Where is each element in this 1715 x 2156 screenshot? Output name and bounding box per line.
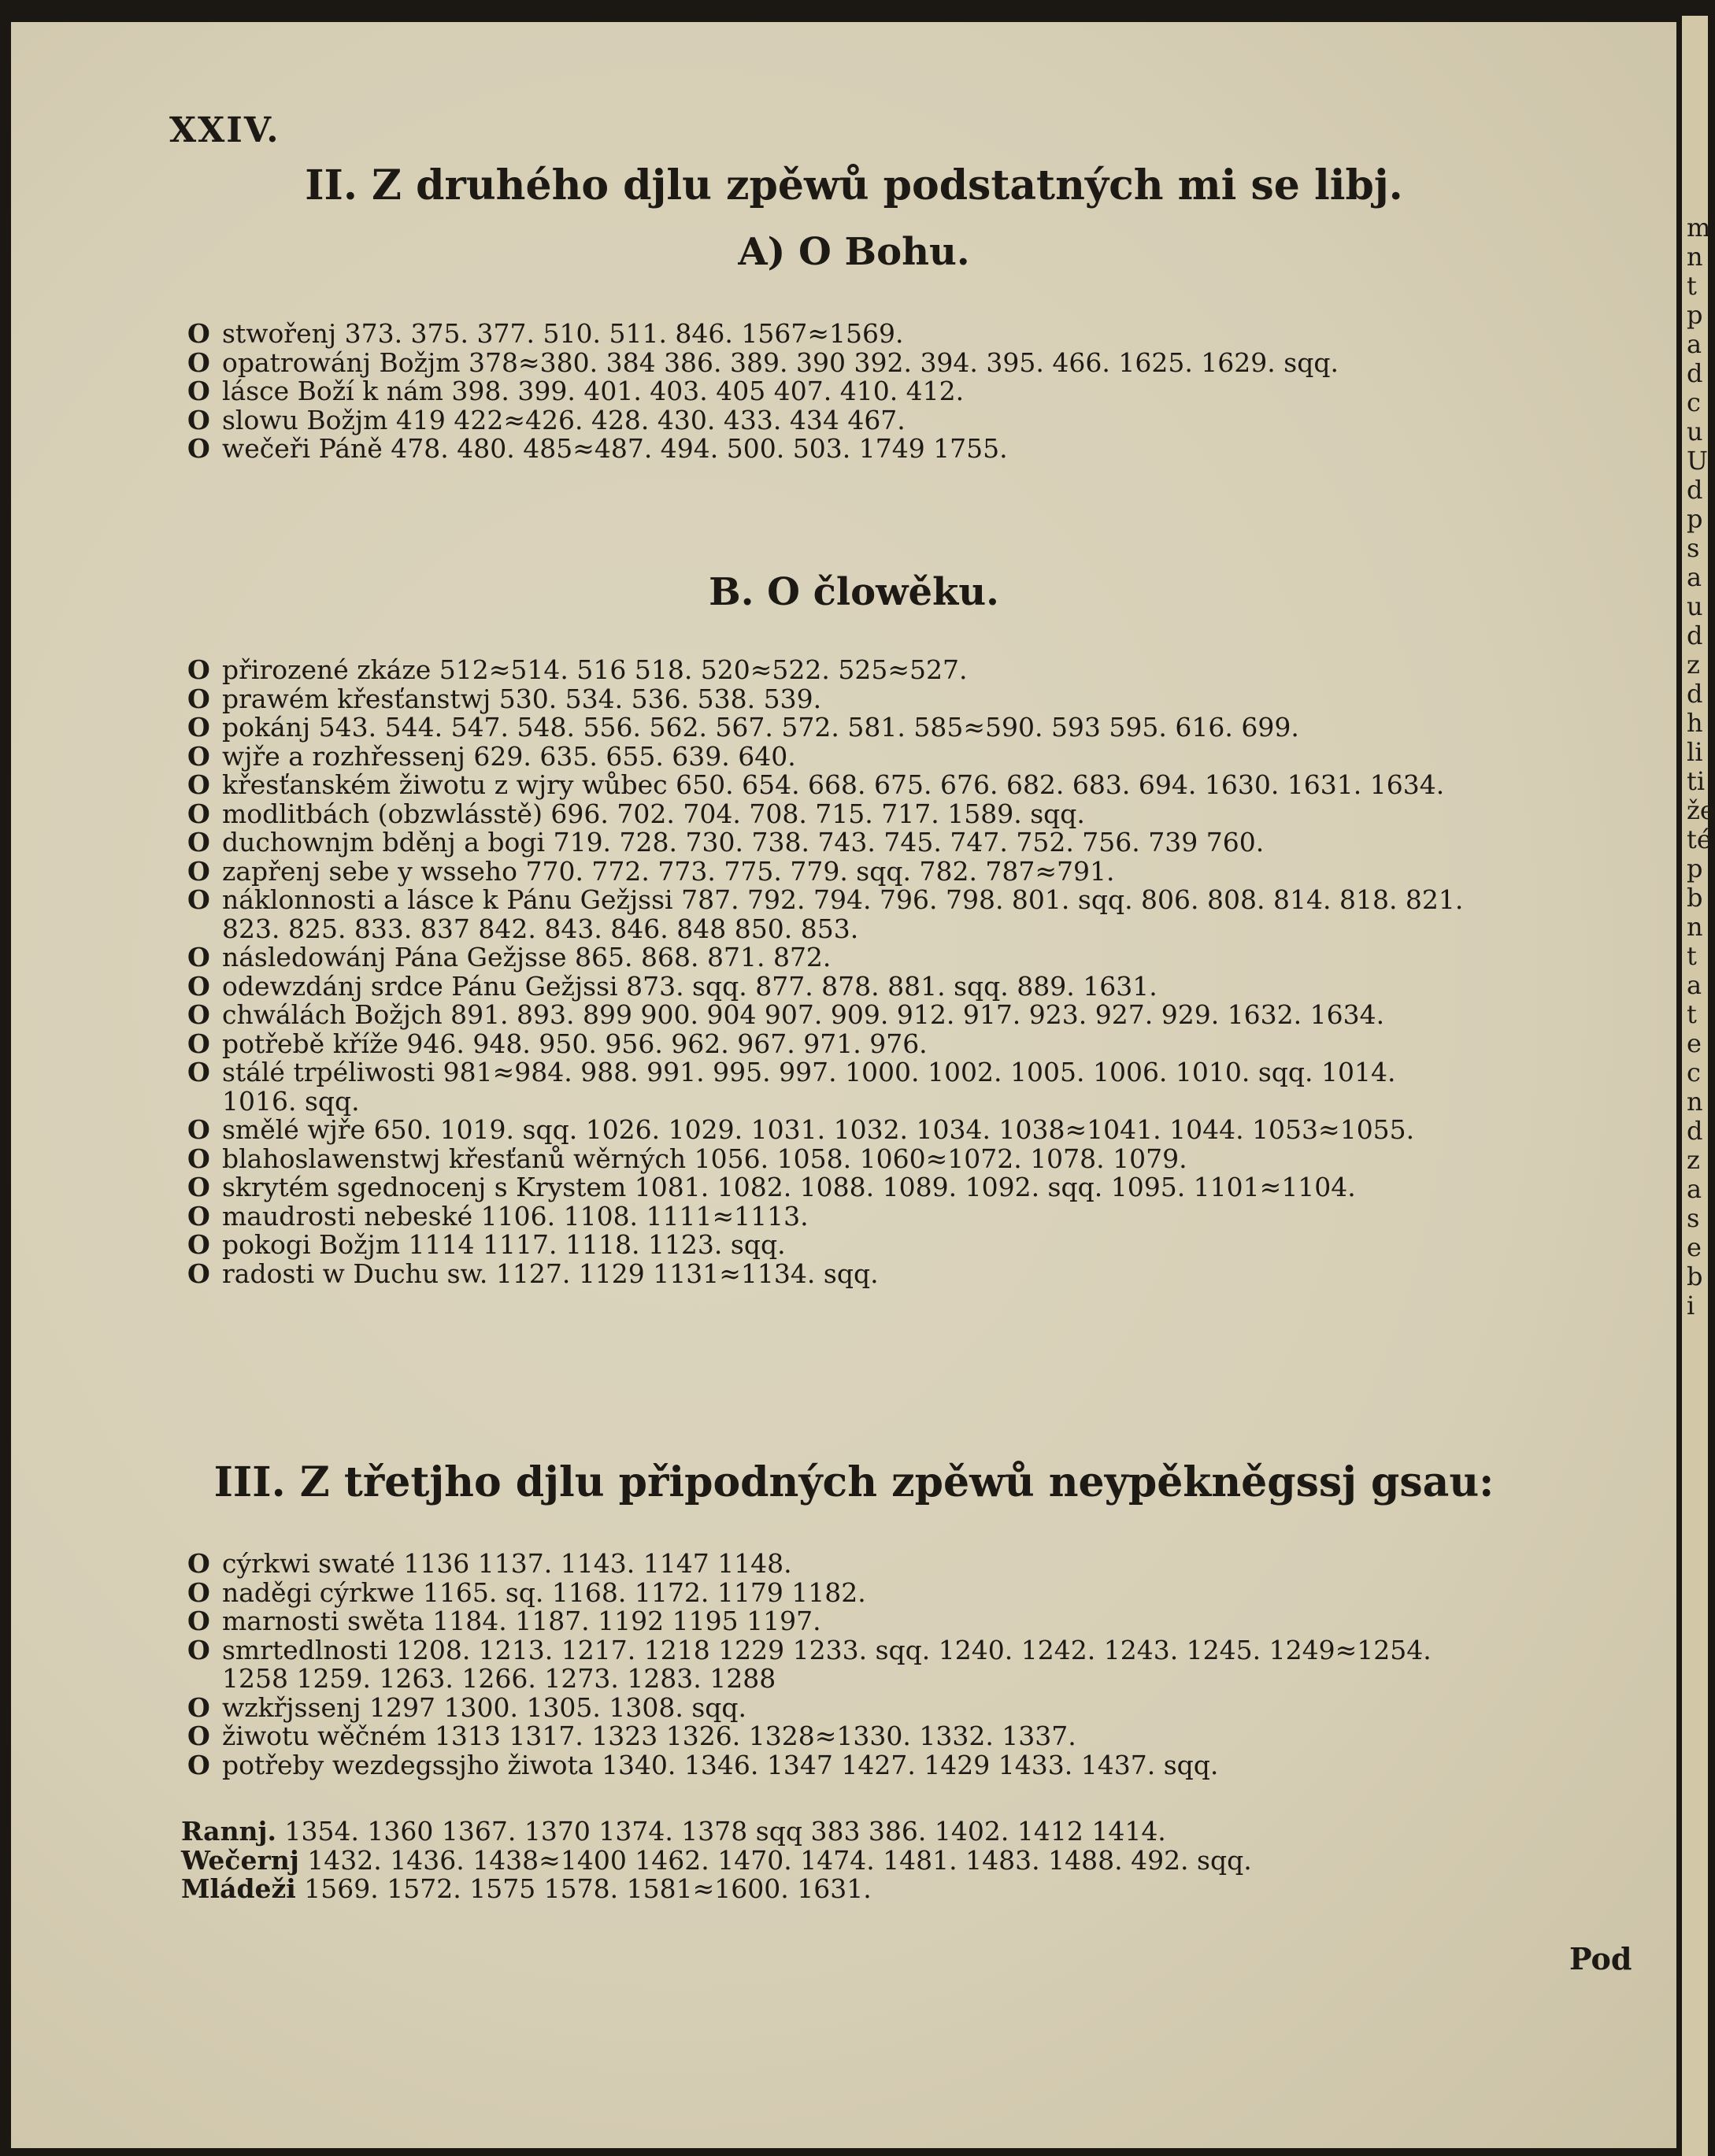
index-entry [187, 1231, 1668, 1260]
margin-letter: p [1687, 300, 1703, 330]
entry-marker: O [187, 318, 210, 349]
entry-text: skrytém sgednocenj s Krystem 1081. 1082. 1088. 1089. 1092. sqq. 1095. 1101≈1104. [222, 1172, 1356, 1202]
entry-text: blahoslawenstwj křesťanů wěrných 1056. 1058. 1060≈1072. 1078. 1079. [222, 1143, 1187, 1174]
margin-letter: b [1687, 883, 1703, 913]
margin-letter: d [1687, 679, 1703, 709]
index-entry [187, 377, 1668, 406]
margin-letter: d [1687, 358, 1703, 388]
entry-text: marnosti swěta 1184. 1187. 1192 1195 1197. [222, 1606, 821, 1636]
index-entry [187, 972, 1668, 1002]
entry-continuation: 823. 825. 833. 837 842. 843. 846. 848 850. 853. [222, 913, 859, 944]
entry-marker: O [187, 884, 210, 915]
index-entry [187, 1116, 1668, 1145]
entry-marker: O [187, 999, 210, 1030]
index-entry [187, 435, 1668, 464]
entry-text: opatrowánj Božjm 378≈380. 384 386. 389. 390 392. 394. 395. 466. 1625. 1629. sqq. [222, 346, 1339, 378]
entry-continuation: 1258 1259. 1263. 1266. 1273. 1283. 1288 [222, 1663, 776, 1694]
entry-text: wzkřjssenj 1297 1300. 1305. 1308. sqq. [222, 1691, 747, 1723]
entry-text: radosti w Duchu sw. 1127. 1129 1131≈1134. sqq. [222, 1258, 879, 1289]
index-entry [187, 406, 1668, 435]
entry-text: pokánj 543. 544. 547. 548. 556. 562. 567. 572. 581. 585≈590. 593 595. 616. 699. [222, 712, 1299, 743]
index-entry [187, 320, 1668, 349]
margin-letter: t [1687, 941, 1697, 971]
margin-letter: že [1687, 795, 1715, 825]
index-entry [187, 800, 1668, 829]
margin-letter: u [1687, 417, 1703, 446]
entry-text: zapřenj sebe y wsseho 770. 772. 773. 775. 779. sqq. 782. 787≈791. [222, 855, 1115, 887]
entry-text: modlitbách (obzwlásstě) 696. 702. 704. 708. 715. 717. 1589. sqq. [222, 798, 1085, 829]
margin-letter: c [1687, 1058, 1701, 1087]
entry-marker: O [187, 1143, 210, 1174]
entry-text: cýrkwi swaté 1136 1137. 1143. 1147 1148. [222, 1548, 792, 1579]
entry-text: duchownjm bděnj a bogi 719. 728. 730. 738. 743. 745. 747. 752. 756. 739 760. [222, 827, 1265, 858]
entry-text: odewzdánj srdce Pánu Gežjssi 873. sqq. 877. 878. 881. sqq. 889. 1631. [222, 970, 1158, 1002]
entry-text: slowu Božjm 419 422≈426. 428. 430. 433. 434 467. [222, 404, 906, 435]
index-entry [187, 1058, 1668, 1087]
entry-marker: O [187, 798, 210, 829]
entry-text: stwořenj 373. 375. 377. 510. 511. 846. 1567≈1569. [222, 318, 904, 349]
entry-marker: O [187, 1634, 210, 1665]
entry-marker: O [187, 1258, 210, 1289]
entry-marker: O [187, 1576, 210, 1608]
entry-text: lásce Boží k nám 398. 399. 401. 403. 405 407. 410. 412. [222, 376, 965, 406]
index-entry [187, 685, 1668, 714]
entry-marker: O [187, 942, 210, 972]
entry-marker: O [187, 1721, 210, 1751]
margin-letter: d [1687, 475, 1703, 505]
margin-letter: s [1687, 1203, 1700, 1233]
entry-text: smělé wjře 650. 1019. sqq. 1026. 1029. 1031. 1032. 1034. 1038≈1041. 1044. 1053≈1055. [222, 1114, 1415, 1145]
entry-text: prawém křesťanstwj 530. 534. 536. 538. 539. [222, 683, 822, 714]
section-3-list [187, 1550, 1668, 1780]
subsection-a-list [187, 320, 1668, 464]
plain-entry [181, 1875, 1252, 1904]
plain-entry-text: 1569. 1572. 1575 1578. 1581≈1600. 1631. [295, 1873, 872, 1904]
index-entry [187, 713, 1668, 743]
margin-letter: a [1687, 1174, 1702, 1204]
entry-text: přirozené zkáze 512≈514. 516 518. 520≈522. 525≈527. [222, 654, 968, 685]
index-entry [187, 943, 1668, 972]
entry-marker: O [187, 683, 210, 714]
margin-letter: e [1687, 1028, 1702, 1058]
entry-marker: O [187, 970, 210, 1002]
entry-marker: O [187, 769, 210, 800]
margin-letter: li [1687, 737, 1703, 767]
entry-text: wečeři Páně 478. 480. 485≈487. 494. 500. 503. 1749 1755. [222, 433, 1008, 464]
entry-marker: O [187, 346, 210, 378]
index-entry [187, 771, 1668, 800]
index-entry [187, 1751, 1668, 1780]
entry-marker: O [187, 1028, 210, 1059]
index-entry [187, 1576, 1668, 1608]
entry-text: následowánj Pána Gežjsse 865. 868. 871. 872. [222, 942, 832, 972]
entry-marker: O [187, 1691, 210, 1723]
entry-marker: O [187, 712, 210, 743]
index-entry [187, 1202, 1668, 1232]
entry-text: wjře a rozhřessenj 629. 635. 655. 639. 640. [222, 740, 796, 772]
margin-letter: z [1687, 1145, 1700, 1175]
entry-marker: O [187, 1229, 210, 1260]
entry-marker: O [187, 654, 210, 685]
entry-marker: O [187, 740, 210, 772]
subsection-a-heading: A) O Bohu. [738, 230, 970, 274]
plain-entry [181, 1844, 1252, 1876]
entry-text: potřeby wezdegssjho žiwota 1340. 1346. 1347 1427. 1429 1433. 1437. sqq. [222, 1749, 1219, 1780]
margin-letter: z [1687, 650, 1700, 680]
margin-letter: p [1687, 854, 1703, 884]
entry-text: maudrosti nebeské 1106. 1108. 1111≈1113. [222, 1200, 809, 1232]
margin-letter: U [1687, 446, 1708, 476]
margin-letter: a [1687, 562, 1702, 592]
entry-marker: O [187, 1548, 210, 1579]
margin-letter: d [1687, 1116, 1703, 1146]
entry-text: naděgi cýrkwe 1165. sq. 1168. 1172. 1179 1182. [222, 1576, 866, 1608]
subsection-b-heading: B. O člowěku. [709, 570, 999, 614]
entry-text: stálé trpéliwosti 981≈984. 988. 991. 995. 997. 1000. 1002. 1005. 1006. 1010. sqq. 1014. [222, 1057, 1396, 1087]
margin-letter: m [1687, 213, 1711, 243]
entry-marker: O [187, 1200, 210, 1232]
entry-marker: O [187, 1172, 210, 1202]
index-entry [187, 1030, 1668, 1059]
entry-text: křesťanském žiwotu z wjry wůbec 650. 654. 668. 675. 676. 682. 683. 694. 1630. 1631. 1634. [222, 769, 1445, 800]
catchword: Pod [1569, 1941, 1632, 1976]
margin-letter: d [1687, 620, 1703, 650]
entry-text: žiwotu wěčném 1313 1317. 1323 1326. 1328≈1330. 1332. 1337. [222, 1721, 1076, 1751]
index-entry [187, 1607, 1668, 1636]
margin-letter: u [1687, 591, 1703, 621]
index-entry [187, 1001, 1668, 1030]
entry-continuation: 1016. sqq. [222, 1085, 360, 1117]
margin-letter: n [1687, 242, 1703, 272]
plain-entry [181, 1817, 1252, 1847]
margin-letter: p [1687, 504, 1703, 534]
entry-text: náklonnosti a lásce k Pánu Gežjssi 787. 792. 794. 796. 798. 801. sqq. 806. 808. 814. 818. 821. [222, 884, 1464, 915]
index-entry [187, 740, 1668, 772]
margin-letter: n [1687, 912, 1703, 942]
index-entry [187, 855, 1668, 887]
margin-letter: a [1687, 970, 1702, 1000]
entry-marker: O [187, 827, 210, 858]
entry-marker: O [187, 433, 210, 464]
section-2-heading: II. Z druhého djlu zpěwů podstatných mi se libj. [305, 161, 1403, 209]
index-entry [187, 346, 1668, 378]
margin-letter: n [1687, 1087, 1703, 1117]
margin-letter: t [1687, 271, 1697, 301]
entry-marker: O [187, 1057, 210, 1087]
page-number-header: XXIV. [169, 110, 280, 150]
margin-letter: i [1687, 1291, 1695, 1321]
entry-marker: O [187, 855, 210, 887]
entry-text: pokogi Božjm 1114 1117. 1118. 1123. sqq. [222, 1229, 786, 1260]
entry-text: chwálách Božjch 891. 893. 899 900. 904 907. 909. 912. 917. 923. 927. 929. 1632. 1634. [222, 999, 1385, 1030]
index-entry [187, 1260, 1668, 1289]
plain-entry-text: 1354. 1360 1367. 1370 1374. 1378 sqq 383 386. 1402. 1412 1414. [276, 1816, 1166, 1847]
entry-marker: O [187, 1606, 210, 1636]
margin-letter: e [1687, 1232, 1702, 1262]
entry-marker: O [187, 404, 210, 435]
margin-letter: té [1687, 824, 1712, 854]
margin-letter: b [1687, 1261, 1703, 1291]
entry-marker: O [187, 1749, 210, 1780]
index-entry [187, 828, 1668, 858]
plain-entry-label: Wečernj [181, 1844, 299, 1876]
entry-marker: O [187, 1114, 210, 1145]
entry-text: smrtedlnosti 1208. 1213. 1217. 1218 1229 1233. sqq. 1240. 1242. 1243. 1245. 1249≈1254. [222, 1634, 1432, 1665]
subsection-b-list [187, 656, 1668, 1288]
margin-letter: h [1687, 708, 1703, 738]
entry-marker: O [187, 376, 210, 406]
index-entry [187, 656, 1668, 685]
index-entry [187, 1636, 1668, 1665]
index-entry [187, 1691, 1668, 1723]
index-entry [187, 1145, 1668, 1174]
plain-entry-label: Mládeži [181, 1873, 296, 1904]
index-entry [187, 1173, 1668, 1202]
section-3-plain-entries [181, 1817, 1252, 1904]
margin-letter: t [1687, 999, 1697, 1029]
section-3-heading: III. Z třetjho djlu připodných zpěwů neypěkněgssj gsau: [213, 1458, 1495, 1506]
plain-entry-label: Rannj. [181, 1816, 276, 1847]
index-entry [187, 1550, 1668, 1579]
plain-entry-text: 1432. 1436. 1438≈1400 1462. 1470. 1474. 1481. 1483. 1488. 492. sqq. [298, 1844, 1252, 1876]
margin-letter: s [1687, 533, 1700, 563]
index-entry [187, 886, 1668, 915]
entry-text: potřebě kříže 946. 948. 950. 956. 962. 967. 971. 976. [222, 1028, 928, 1059]
margin-letter: ti [1687, 766, 1706, 796]
margin-letter: a [1687, 329, 1702, 359]
margin-letter: c [1687, 387, 1701, 417]
index-entry [187, 1722, 1668, 1751]
